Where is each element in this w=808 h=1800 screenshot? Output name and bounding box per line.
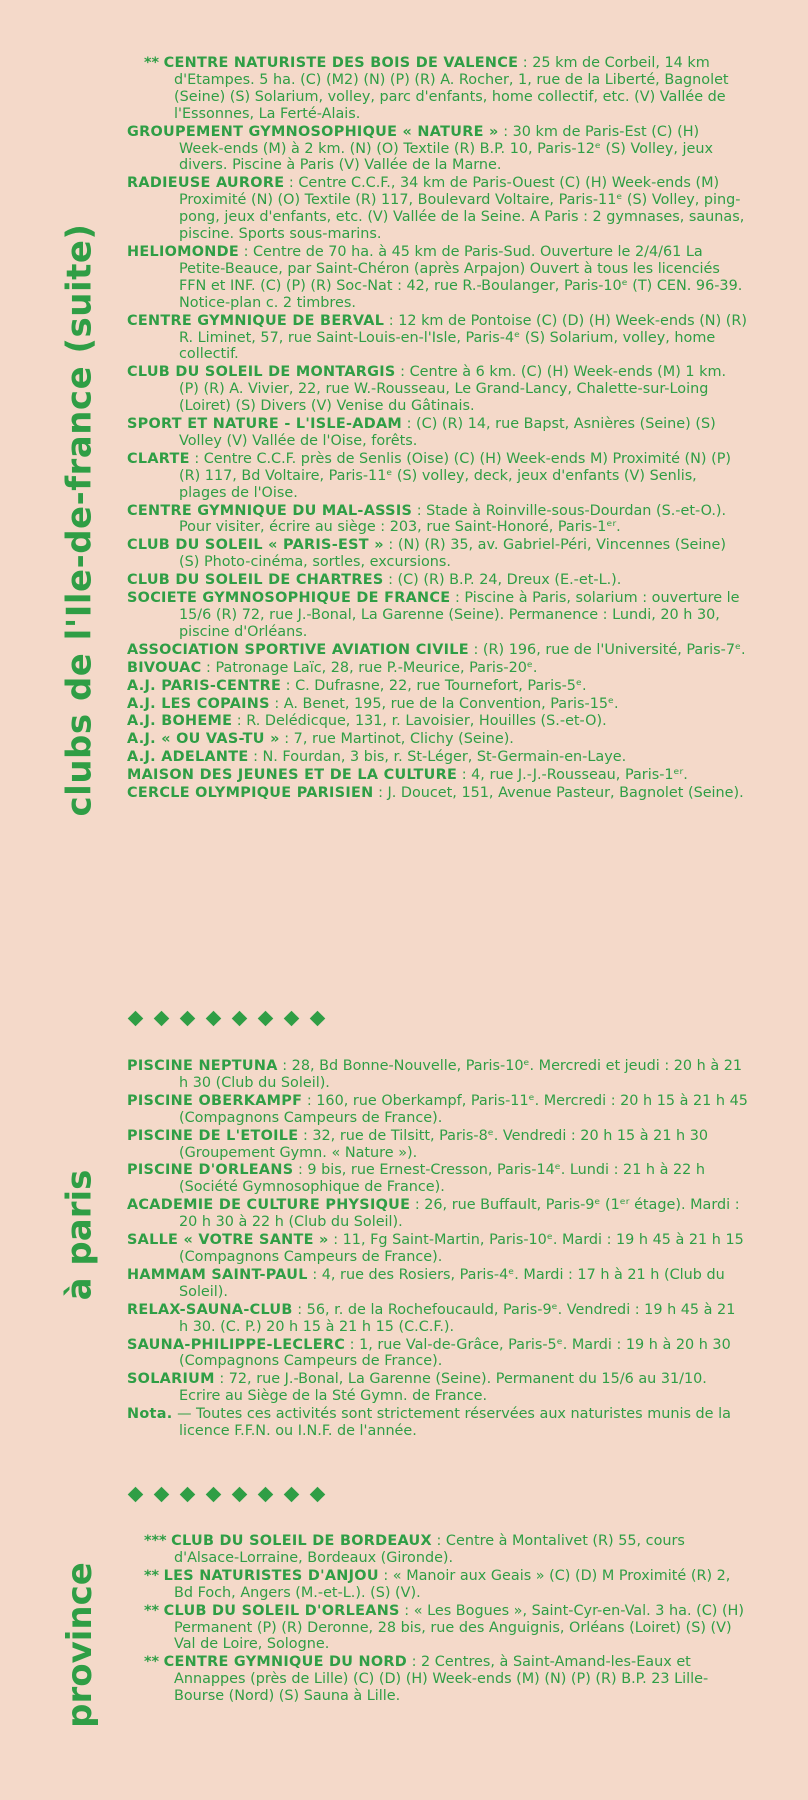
entry-name: CLUB DU SOLEIL DE CHARTRES [127,572,384,589]
entry-name: CLUB DU SOLEIL DE MONTARGIS [127,364,396,381]
entry-details: : 4, rue J.-J.-Rousseau, Paris-1ᵉʳ. [457,767,688,784]
list-item [127,1302,748,1336]
rating-stars: ** [144,1602,160,1619]
list-item [127,244,748,312]
list-item [127,175,748,243]
list-item [127,767,748,784]
entry-details: : Patronage Laïc, 28, rue P.-Meurice, Paris-20ᵉ. [201,659,538,676]
entry-details: : Centre C.C.F. près de Senlis (Oise) (C) (H) Week-ends M) Proximité (N) (P) (R) 117, Bd Voltaire, Paris-11ᵉ (S) volley, deck, jeux d'enfants (V) Senlis, plages de l'Oise. [179,450,732,501]
list-item [127,364,748,415]
diamond-ornament [258,1487,274,1503]
entry-name: A.J. LES COPAINS [127,695,270,712]
entry-name: LES NATURISTES D'ANJOU [163,1567,379,1584]
entry-name: PISCINE DE L'ETOILE [127,1127,299,1144]
entry-name: Nota. [127,1406,173,1423]
list-item [127,713,748,730]
entry-details: — Toutes ces activités sont strictement réservées aux naturistes munis de la licence F.F.N. ou I.N.F. de l'année. [172,1406,731,1440]
entry-name: PISCINE D'ORLEANS [127,1162,294,1179]
entry-name: BIVOUAC [127,659,202,676]
entry-name: SPORT ET NATURE - L'ISLE-ADAM [127,416,403,433]
entry-details: : 25 km de Corbeil, 14 km d'Etampes. 5 ha. (C) (M2) (N) (P) (R) A. Rocher, 1, rue de la Liberté, Bagnolet (Seine) (S) Solarium, volley, parc d'enfants, home collectif, etc. (V) Vallée de l'Essonnes, La Ferté-Alais. [174,55,729,122]
list-item [127,1654,748,1705]
entry-details: : Piscine à Paris, solarium : ouverture le 15/6 (R) 72, rue J.-Bonal, La Garenne (Seine). Permanence : Lundi, 20 h 30, piscine d'Orléans. [179,590,740,640]
entry-name: CENTRE NATURISTE DES BOIS DE VALENCE [163,55,519,71]
side-title-province-text: province [59,1562,100,1728]
list-item [127,572,748,589]
entry-name: CLUB DU SOLEIL « PARIS-EST » [127,537,384,554]
entry-details: : Centre à 6 km. (C) (H) Week-ends (M) 1 km. (P) (R) A. Vivier, 22, rue W.-Rousseau, Le Grand-Lancy, Chalette-sur-Loing (Loiret) (S) Divers (V) Venise du Gâtinais. [179,364,727,415]
list-item [127,1058,748,1092]
rating-stars: *** [144,1533,167,1549]
list-item [127,1093,748,1127]
entry-details: : C. Dufrasne, 22, rue Tournefort, Paris-5ᵉ. [281,677,587,694]
entry-name: HELIOMONDE [127,243,240,260]
paris-venue-list [127,1058,748,1441]
diamond-ornament [258,1011,274,1027]
list-item [127,1603,748,1654]
entry-details: : 7, rue Martinot, Clichy (Seine). [279,731,514,748]
entry-details: : Centre à Montalivet (R) 55, cours d'Alsace-Lorraine, Bordeaux (Gironde). [174,1533,685,1566]
entry-details: : « Les Bogues », Saint-Cyr-en-Val. 3 ha. (C) (H) Permanent (P) (R) Deronne, 28 bis, rue des Anguignis, Orléans (Loiret) (S) (V) Val de Loire, Sologne. [174,1602,744,1653]
list-item [127,1406,748,1440]
entry-name: CLUB DU SOLEIL D'ORLEANS [163,1602,400,1619]
diamond-divider-1 [130,1013,323,1024]
entry-details: : (C) (R) B.P. 24, Dreux (E.-et-L.). [383,572,622,589]
side-title-province [52,1545,107,1745]
entry-name: ACADEMIE DE CULTURE PHYSIQUE [127,1197,411,1214]
entry-details: : 11, Fg Saint-Martin, Paris-10ᵉ. Mardi : 19 h 45 à 21 h 15 (Compagnons Campeurs de France). [179,1232,744,1265]
entry-details: : R. Delédicque, 131, r. Lavoisier, Houilles (S.-et-O). [232,713,607,730]
entry-details: : 30 km de Paris-Est (C) (H) Week-ends (M) à 2 km. (N) (O) Textile (R) B.P. 10, Paris-12ᵉ (S) Volley, jeux divers. Piscine à Paris (V) Vallée de la Marne. [179,123,713,174]
list-item [127,503,748,537]
entry-name: SOLARIUM [127,1371,215,1388]
list-item [127,416,748,450]
entry-details: : « Manoir aux Geais » (C) (D) M Proximité (R) 2, Bd Foch, Angers (M.-et-L.). (S) (V). [174,1567,731,1601]
entry-name: CLUB DU SOLEIL DE BORDEAUX [171,1533,432,1549]
entry-details: : 9 bis, rue Ernest-Cresson, Paris-14ᵉ. Lundi : 21 h à 22 h (Société Gymnosophique de France). [179,1162,706,1196]
list-item [127,313,748,364]
list-item [127,1371,748,1405]
side-title-paris-text: à paris [59,1169,100,1301]
entry-name: SALLE « VOTRE SANTE » [127,1232,329,1249]
diamond-ornament [206,1011,222,1027]
diamond-ornament [128,1011,144,1027]
list-item [127,785,748,802]
entry-name: MAISON DES JEUNES ET DE LA CULTURE [127,767,458,784]
entry-details: : Centre de 70 ha. à 45 km de Paris-Sud. Ouverture le 2/4/61 La Petite-Beauce, par Saint-Chéron (après Arpajon) Ouvert à tous les licenciés FFN et INF. (C) (P) (R) Soc-Nat : 42, rue R.-Boulanger, Paris-10ᵉ (T) CEN. 96-39. Notice-plan c. 2 timbres. [179,243,743,311]
entry-details: : (R) 196, rue de l'Université, Paris-7ᵉ. [468,641,746,658]
entry-details: : N. Fourdan, 3 bis, r. St-Léger, St-Germain-en-Laye. [248,749,627,766]
entry-details: : 4, rue des Rosiers, Paris-4ᵉ. Mardi : 17 h à 21 h (Club du Soleil). [179,1266,725,1300]
entry-name: PISCINE OBERKAMPF [127,1092,303,1109]
entry-details: : (N) (R) 35, av. Gabriel-Péri, Vincennes (Seine) (S) Photo-cinéma, sortles, excursions. [179,537,726,571]
list-item [127,537,748,571]
side-title-ile-de-france-text: clubs de l'Ile-de-france (suite) [59,223,100,817]
entry-details: : 56, r. de la Rochefoucauld, Paris-9ᵉ. Vendredi : 19 h 45 à 21 h 30. (C. P.) 20 h 15 à 21 h 15 (C.C.F.). [179,1301,736,1335]
list-item [127,731,748,748]
list-item [127,1337,748,1371]
list-item [127,55,748,123]
diamond-ornament [310,1487,326,1503]
entry-details: : 32, rue de Tilsitt, Paris-8ᵉ. Vendredi : 20 h 15 à 21 h 30 (Groupement Gymn. « Nature »). [179,1127,709,1161]
entry-details: : J. Doucet, 151, Avenue Pasteur, Bagnolet (Seine). [373,785,744,802]
entry-details: : 72, rue J.-Bonal, La Garenne (Seine). Permanent du 15/6 au 31/10. Ecrire au Siège de la Sté Gymn. de France. [179,1371,707,1405]
entry-details: : 28, Bd Bonne-Nouvelle, Paris-10ᵉ. Mercredi et jeudi : 20 h à 21 h 30 (Club du Soleil). [179,1058,743,1091]
list-item [127,660,748,677]
entry-details: : 160, rue Oberkampf, Paris-11ᵉ. Mercredi : 20 h 15 à 21 h 45 (Compagnons Campeurs de France). [179,1092,748,1126]
diamond-ornament [128,1487,144,1503]
ile-de-france-club-list [127,55,748,803]
province-club-list [127,1533,748,1706]
entry-name: SOCIETE GYMNOSOPHIQUE DE FRANCE [127,590,451,607]
list-item [127,678,748,695]
entry-name: CENTRE GYMNIQUE DU NORD [163,1654,408,1671]
list-item [127,642,748,659]
entry-name: SAUNA-PHILIPPE-LECLERC [127,1336,346,1353]
entry-name: CENTRE GYMNIQUE DU MAL-ASSIS [127,502,413,519]
list-item [127,1232,748,1266]
rating-stars: ** [144,1654,160,1671]
list-item [127,1197,748,1231]
rating-stars: ** [144,55,160,71]
list-item [127,1128,748,1162]
diamond-ornament [310,1011,326,1027]
diamond-ornament [232,1011,248,1027]
diamond-ornament [206,1487,222,1503]
diamond-ornament [180,1487,196,1503]
list-item [127,1267,748,1301]
entry-name: HAMMAM SAINT-PAUL [127,1266,308,1283]
entry-details: : (C) (R) 14, rue Bapst, Asnières (Seine) (S) Volley (V) Vallée de l'Oise, forêts. [179,416,716,449]
entry-name: A.J. « OU VAS-TU » [127,731,280,748]
diamond-ornament [232,1487,248,1503]
list-item [127,696,748,713]
entry-name: CENTRE GYMNIQUE DE BERVAL [127,312,385,329]
entry-details: : 2 Centres, à Saint-Amand-les-Eaux et Annappes (près de Lille) (C) (D) (H) Week-ends (M) (N) (P) (R) B.P. 23 Lille-Bourse (Nord) (S) Sauna à Lille. [174,1654,709,1705]
rating-stars: ** [144,1567,160,1584]
entry-name: CERCLE OLYMPIQUE PARISIEN [127,785,374,802]
diamond-ornament [284,1487,300,1503]
entry-details: : 1, rue Val-de-Grâce, Paris-5ᵉ. Mardi : 19 h à 20 h 30 (Compagnons Campeurs de France). [179,1336,731,1370]
side-title-ile-de-france [52,160,107,880]
entry-name: CLARTE [127,450,190,467]
entry-details: : Stade à Roinville-sous-Dourdan (S.-et-O.). Pour visiter, écrire au siège : 203, rue Saint-Honoré, Paris-1ᵉʳ. [179,502,727,536]
entry-details: : Centre C.C.F., 34 km de Paris-Ouest (C) (H) Week-ends (M) Proximité (N) (O) Textile (R) 117, Boulevard Voltaire, Paris-11ᵉ (S) Volley, ping-pong, jeux d'enfants, etc. (V) Vallée de la Seine. A Paris : 2 gymnases, saunas, piscine. Sports sous-marins. [179,175,745,243]
entry-name: PISCINE NEPTUNA [127,1058,278,1074]
side-title-paris [52,1155,107,1315]
diamond-ornament [154,1487,170,1503]
list-item [127,451,748,502]
list-item [127,590,748,641]
list-item [127,124,748,175]
entry-details: : 12 km de Pontoise (C) (D) (H) Week-ends (N) (R) R. Liminet, 57, rue Saint-Louis-en-l'Isle, Paris-4ᵉ (S) Solarium, volley, home collectif. [179,312,747,363]
diamond-divider-2 [130,1489,323,1500]
entry-details: : A. Benet, 195, rue de la Convention, Paris-15ᵉ. [269,695,619,712]
list-item [127,749,748,766]
entry-name: ASSOCIATION SPORTIVE AVIATION CIVILE [127,641,469,658]
entry-name: A.J. BOHEME [127,713,233,730]
entry-name: A.J. ADELANTE [127,749,249,766]
entry-name: RELAX-SAUNA-CLUB [127,1301,293,1318]
entry-name: A.J. PARIS-CENTRE [127,677,282,694]
list-item [127,1533,748,1567]
entry-name: GROUPEMENT GYMNOSOPHIQUE « NATURE » [127,123,499,140]
diamond-ornament [180,1011,196,1027]
entry-name: RADIEUSE AURORE [127,175,285,192]
list-item [127,1162,748,1196]
list-item [127,1568,748,1602]
entry-details: : 26, rue Buffault, Paris-9ᵉ (1ᵉʳ étage). Mardi : 20 h 30 à 22 h (Club du Soleil). [179,1197,740,1231]
diamond-ornament [154,1011,170,1027]
diamond-ornament [284,1011,300,1027]
